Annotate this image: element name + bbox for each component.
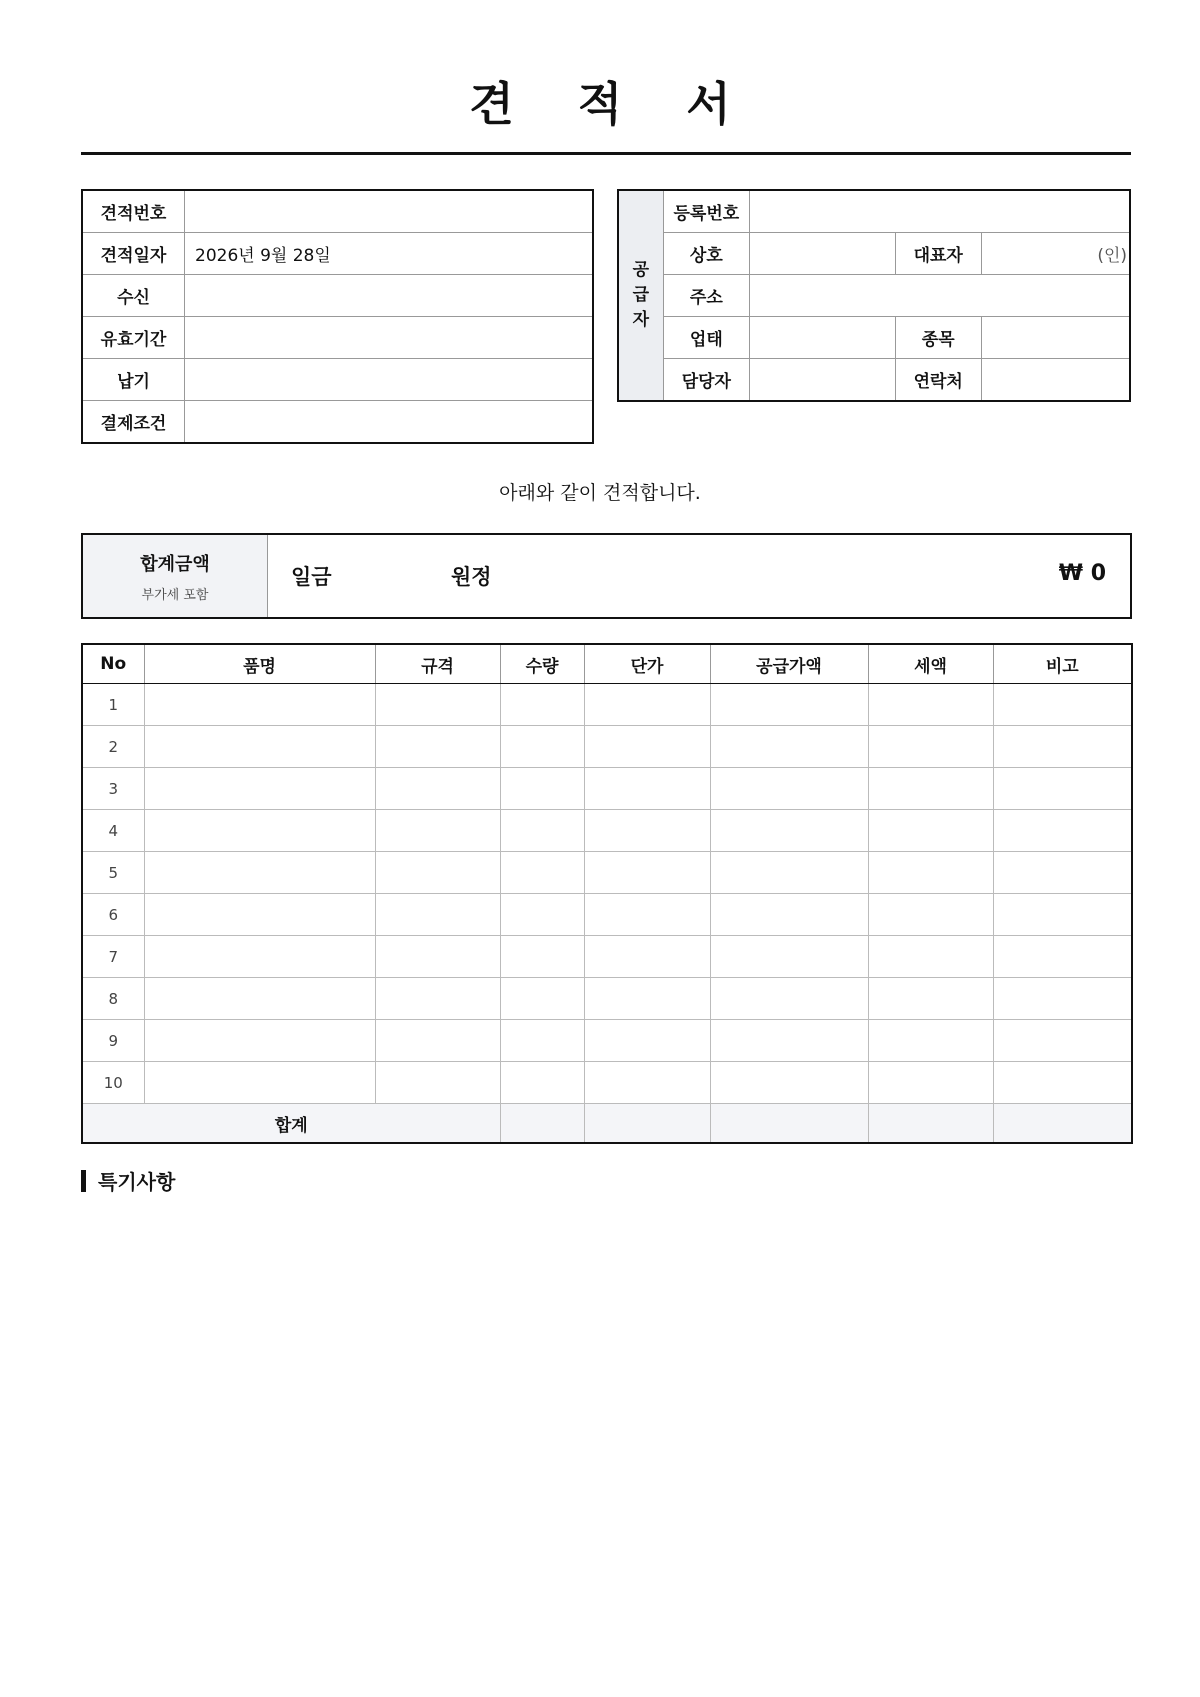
remarks-cell[interactable] [993,768,1132,810]
table-row [82,894,1132,936]
address-field[interactable] [750,275,1131,317]
supply-value-cell[interactable] [710,936,868,978]
reg-no-field[interactable] [750,190,1131,233]
supplier-table [617,189,1131,402]
unit-price-cell[interactable] [584,894,710,936]
col-header-unit-price: 단가 [584,644,710,684]
total-amount-label: 합계금액 [140,553,210,575]
business-item-field[interactable] [981,317,1130,359]
tax-cell[interactable] [868,1020,993,1062]
table-row [82,1020,1132,1062]
row-number: 10 [82,1062,144,1104]
row-number: 7 [82,936,144,978]
spec-cell[interactable] [375,726,500,768]
quote-info-row [82,190,593,233]
supply-value-cell[interactable] [710,894,868,936]
quote-statement: 아래와 같이 견적합니다. [499,482,701,504]
unit-price-cell[interactable] [584,726,710,768]
tax-cell[interactable] [868,936,993,978]
quote-date-field[interactable]: 2026년 9월 28일 [185,233,594,275]
quantity-cell[interactable] [500,768,584,810]
spec-cell[interactable] [375,684,500,726]
supplier-row [618,317,1130,359]
recipient-label: 수신 [82,275,185,317]
item-name-cell[interactable] [144,726,375,768]
delivery-field[interactable] [185,359,594,401]
amount-suffix: 원정 [451,565,492,589]
row-number: 5 [82,852,144,894]
item-name-cell[interactable] [144,768,375,810]
item-name-cell[interactable] [144,978,375,1020]
table-row [82,936,1132,978]
spec-cell[interactable] [375,936,500,978]
unit-price-cell[interactable] [584,684,710,726]
supply-value-cell[interactable] [710,1062,868,1104]
tax-cell[interactable] [868,978,993,1020]
item-name-cell[interactable] [144,810,375,852]
unit-price-cell[interactable] [584,768,710,810]
business-type-label: 업태 [663,317,749,359]
col-header-no: No [82,644,144,684]
quote-info-row [82,233,593,275]
quantity-cell[interactable] [500,936,584,978]
remarks-cell[interactable] [993,726,1132,768]
reg-no-label: 등록번호 [663,190,749,233]
business-item-label: 종목 [895,317,981,359]
remarks-cell[interactable] [993,810,1132,852]
table-row [82,810,1132,852]
representative-label: 대표자 [895,233,981,275]
supplier-row [618,359,1130,402]
table-row [82,726,1132,768]
spec-cell[interactable] [375,768,500,810]
spec-cell[interactable] [375,1062,500,1104]
row-number: 8 [82,978,144,1020]
manager-label: 담당자 [663,359,749,402]
manager-field[interactable] [750,359,896,402]
supplier-side-label [618,190,663,401]
supply-value-cell[interactable] [710,768,868,810]
supplier-side-char: 급 [632,285,650,305]
supply-value-cell[interactable] [710,978,868,1020]
total-amount-label-cell [83,535,268,617]
sum-tax-cell[interactable] [868,1104,993,1144]
sum-label: 합계 [82,1104,500,1144]
sum-remarks-cell[interactable] [993,1104,1132,1144]
contact-field[interactable] [981,359,1130,402]
spec-cell[interactable] [375,1020,500,1062]
quote-info-row [82,317,593,359]
supplier-side-char: 자 [632,310,650,330]
quantity-cell[interactable] [500,894,584,936]
remarks-cell[interactable] [993,936,1132,978]
recipient-field[interactable] [185,275,594,317]
col-header-quantity: 수량 [500,644,584,684]
item-name-cell[interactable] [144,1020,375,1062]
address-label: 주소 [663,275,749,317]
tax-cell[interactable] [868,684,993,726]
spec-cell[interactable] [375,978,500,1020]
col-header-remarks: 비고 [993,644,1132,684]
supply-value-cell[interactable] [710,684,868,726]
table-row [82,768,1132,810]
tax-cell[interactable] [868,852,993,894]
quantity-cell[interactable] [500,726,584,768]
sum-quantity-cell[interactable] [500,1104,584,1144]
item-name-cell[interactable] [144,1062,375,1104]
remarks-cell[interactable] [993,978,1132,1020]
row-number: 2 [82,726,144,768]
item-name-cell[interactable] [144,852,375,894]
quote-info-row [82,401,593,444]
col-header-item-name: 품명 [144,644,375,684]
items-table [81,643,1133,1144]
supplier-side-char: 공 [632,260,650,280]
vat-included-note: 부가세 포함 [141,587,209,603]
row-number: 9 [82,1020,144,1062]
remarks-cell[interactable] [993,852,1132,894]
remarks-cell[interactable] [993,1020,1132,1062]
tax-cell[interactable] [868,726,993,768]
business-type-field[interactable] [750,317,896,359]
unit-price-cell[interactable] [584,852,710,894]
sum-unit-price-cell[interactable] [584,1104,710,1144]
quote-date-label: 견적일자 [82,233,185,275]
special-notes-title: 특기사항 [98,1170,176,1194]
spec-cell[interactable] [375,810,500,852]
total-amount-box [81,533,1132,619]
validity-field[interactable] [185,317,594,359]
quote-info-table [81,189,594,444]
items-header-row [82,644,1132,684]
validity-label: 유효기간 [82,317,185,359]
quantity-cell[interactable] [500,978,584,1020]
sum-row [82,1104,1132,1144]
company-field[interactable] [750,233,896,275]
total-amount-field[interactable] [268,535,1130,617]
item-name-cell[interactable] [144,936,375,978]
row-number: 4 [82,810,144,852]
page-title: 견 적 서 [469,77,755,131]
tax-cell[interactable] [868,810,993,852]
tax-cell[interactable] [868,768,993,810]
company-label: 상호 [663,233,749,275]
col-header-supply-value: 공급가액 [710,644,868,684]
item-name-cell[interactable] [144,894,375,936]
unit-price-cell[interactable] [584,936,710,978]
table-row [82,684,1132,726]
quote-number-field[interactable] [185,190,594,233]
representative-seal-field[interactable]: (인) [981,233,1130,275]
sum-supply-value-cell[interactable] [710,1104,868,1144]
row-number: 3 [82,768,144,810]
col-header-spec: 규격 [375,644,500,684]
supplier-row [618,275,1130,317]
quantity-cell[interactable] [500,810,584,852]
table-row [82,1062,1132,1104]
supply-value-cell[interactable] [710,726,868,768]
unit-price-cell[interactable] [584,1020,710,1062]
quote-info-row [82,359,593,401]
item-name-cell[interactable] [144,684,375,726]
col-header-tax: 세액 [868,644,993,684]
supply-value-cell[interactable] [710,810,868,852]
title-divider [81,152,1131,155]
unit-price-cell[interactable] [584,1062,710,1104]
tax-cell[interactable] [868,894,993,936]
payment-terms-field[interactable] [185,401,594,444]
special-notes-heading [81,1166,175,1195]
table-row [82,978,1132,1020]
delivery-label: 납기 [82,359,185,401]
quantity-cell[interactable] [500,852,584,894]
unit-price-cell[interactable] [584,810,710,852]
quantity-cell[interactable] [500,1020,584,1062]
supplier-row [618,190,1130,233]
spec-cell[interactable] [375,852,500,894]
unit-price-cell[interactable] [584,978,710,1020]
payment-terms-label: 결제조건 [82,401,185,444]
spec-cell[interactable] [375,894,500,936]
table-row [82,852,1132,894]
supply-value-cell[interactable] [710,1020,868,1062]
remarks-cell[interactable] [993,894,1132,936]
row-number: 1 [82,684,144,726]
quantity-cell[interactable] [500,684,584,726]
supplier-row [618,233,1130,275]
quantity-cell[interactable] [500,1062,584,1104]
remarks-cell[interactable] [993,1062,1132,1104]
remarks-cell[interactable] [993,684,1132,726]
quote-info-row [82,275,593,317]
row-number: 6 [82,894,144,936]
tax-cell[interactable] [868,1062,993,1104]
amount-value: ₩ 0 [1058,561,1106,586]
contact-label: 연락처 [895,359,981,402]
quote-number-label: 견적번호 [82,190,185,233]
supply-value-cell[interactable] [710,852,868,894]
amount-prefix: 일금 [291,565,332,589]
heading-bar [81,1170,86,1192]
